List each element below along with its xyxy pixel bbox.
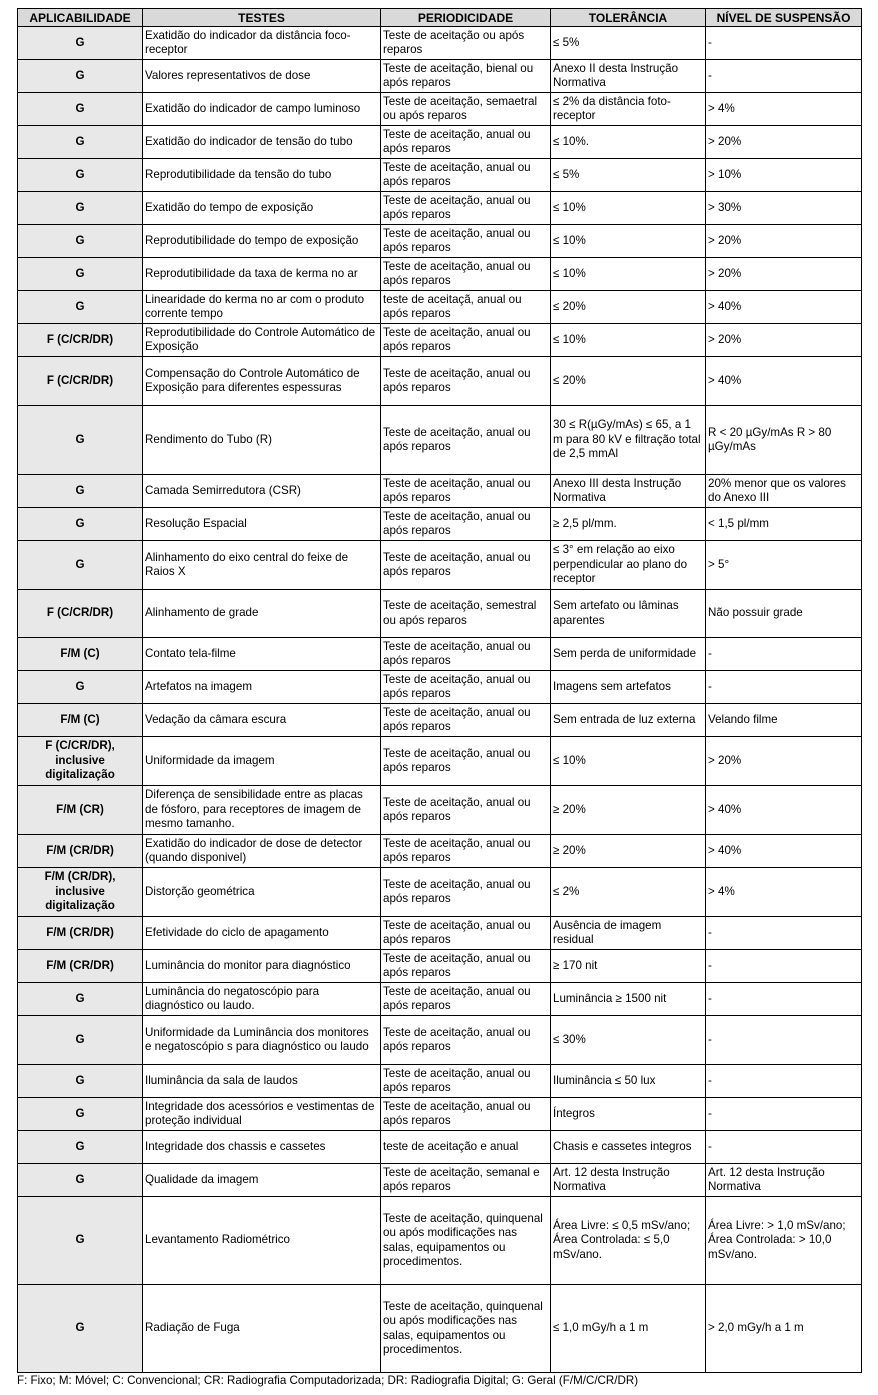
table-row bbox=[18, 1197, 862, 1285]
cell-periodicidade: Teste de aceitação, anual ou após reparos bbox=[381, 638, 551, 671]
cell-tolerancia: Anexo II desta Instrução Normativa bbox=[551, 60, 706, 93]
table-row bbox=[18, 638, 862, 671]
cell-aplicabilidade: G bbox=[18, 508, 143, 541]
cell-tolerancia: Sem entrada de luz externa bbox=[551, 704, 706, 737]
cell-aplicabilidade: G bbox=[18, 192, 143, 225]
cell-aplicabilidade: G bbox=[18, 60, 143, 93]
cell-tolerancia: Sem perda de uniformidade bbox=[551, 638, 706, 671]
cell-aplicabilidade: G bbox=[18, 1098, 143, 1131]
cell-nivel-suspensao: - bbox=[706, 1065, 862, 1098]
table-row bbox=[18, 917, 862, 950]
cell-teste: Camada Semirredutora (CSR) bbox=[143, 475, 381, 508]
cell-tolerancia: ≤ 1,0 mGy/h a 1 m bbox=[551, 1285, 706, 1373]
header-periodicidade: PERIODICIDADE bbox=[381, 9, 551, 27]
cell-aplicabilidade: G bbox=[18, 159, 143, 192]
cell-nivel-suspensao: > 5° bbox=[706, 541, 862, 590]
cell-nivel-suspensao: > 20% bbox=[706, 737, 862, 786]
cell-teste: Resolução Espacial bbox=[143, 508, 381, 541]
cell-teste: Levantamento Radiométrico bbox=[143, 1197, 381, 1285]
cell-aplicabilidade: F (C/CR/DR), inclusive digitalização bbox=[18, 737, 143, 786]
cell-teste: Radiação de Fuga bbox=[143, 1285, 381, 1373]
cell-tolerancia: Área Livre: ≤ 0,5 mSv/ano; Área Controlada: ≤ 5,0 mSv/ano. bbox=[551, 1197, 706, 1285]
table-row bbox=[18, 27, 862, 60]
table-row bbox=[18, 357, 862, 406]
cell-nivel-suspensao: > 10% bbox=[706, 159, 862, 192]
table-row bbox=[18, 590, 862, 638]
table-row bbox=[18, 192, 862, 225]
table-row bbox=[18, 950, 862, 983]
cell-tolerancia: Imagens sem artefatos bbox=[551, 671, 706, 704]
cell-teste: Qualidade da imagem bbox=[143, 1164, 381, 1197]
cell-nivel-suspensao: - bbox=[706, 917, 862, 950]
cell-periodicidade: Teste de aceitação, semanal e após reparos bbox=[381, 1164, 551, 1197]
cell-aplicabilidade: F (C/CR/DR) bbox=[18, 324, 143, 357]
cell-teste: Exatidão do indicador de dose de detector (quando disponivel) bbox=[143, 835, 381, 868]
cell-nivel-suspensao: > 40% bbox=[706, 357, 862, 406]
cell-teste: Reprodutibilidade da taxa de kerma no ar bbox=[143, 258, 381, 291]
table-row bbox=[18, 406, 862, 475]
cell-periodicidade: Teste de aceitação, anual ou após reparos bbox=[381, 159, 551, 192]
cell-aplicabilidade: G bbox=[18, 671, 143, 704]
header-aplicabilidade: APLICABILIDADE bbox=[18, 9, 143, 27]
cell-periodicidade: Teste de aceitação, anual ou após reparos bbox=[381, 1098, 551, 1131]
cell-tolerancia: ≤ 30% bbox=[551, 1016, 706, 1065]
cell-nivel-suspensao: 20% menor que os valores do Anexo III bbox=[706, 475, 862, 508]
cell-aplicabilidade: G bbox=[18, 1131, 143, 1164]
table-row bbox=[18, 93, 862, 126]
table-row bbox=[18, 159, 862, 192]
cell-teste: Efetividade do ciclo de apagamento bbox=[143, 917, 381, 950]
table-row bbox=[18, 291, 862, 324]
cell-teste: Exatidão do indicador da distância foco-receptor bbox=[143, 27, 381, 60]
cell-periodicidade: Teste de aceitação, bienal ou após reparos bbox=[381, 60, 551, 93]
cell-periodicidade: Teste de aceitação, anual ou após reparos bbox=[381, 835, 551, 868]
table-row bbox=[18, 786, 862, 835]
table-row bbox=[18, 1016, 862, 1065]
cell-teste: Rendimento do Tubo (R) bbox=[143, 406, 381, 475]
cell-tolerancia: Art. 12 desta Instrução Normativa bbox=[551, 1164, 706, 1197]
cell-teste: Valores representativos de dose bbox=[143, 60, 381, 93]
cell-periodicidade: Teste de aceitação, anual ou após reparos bbox=[381, 225, 551, 258]
cell-periodicidade: teste de aceitaçã, anual ou após reparos bbox=[381, 291, 551, 324]
table-row bbox=[18, 225, 862, 258]
table-row bbox=[18, 704, 862, 737]
cell-tolerancia: ≤ 10% bbox=[551, 192, 706, 225]
cell-tolerancia: ≤ 2% bbox=[551, 868, 706, 917]
cell-periodicidade: Teste de aceitação, anual ou após reparos bbox=[381, 983, 551, 1016]
cell-tolerancia: Íntegros bbox=[551, 1098, 706, 1131]
cell-tolerancia: ≤ 5% bbox=[551, 159, 706, 192]
cell-nivel-suspensao: > 40% bbox=[706, 291, 862, 324]
cell-nivel-suspensao: > 20% bbox=[706, 126, 862, 159]
cell-nivel-suspensao: > 40% bbox=[706, 786, 862, 835]
cell-nivel-suspensao: - bbox=[706, 27, 862, 60]
cell-periodicidade: Teste de aceitação, anual ou após reparos bbox=[381, 192, 551, 225]
cell-periodicidade: Teste de aceitação, anual ou após reparos bbox=[381, 357, 551, 406]
cell-periodicidade: Teste de aceitação, anual ou após reparos bbox=[381, 671, 551, 704]
table-header-row bbox=[18, 9, 862, 27]
cell-teste: Luminância do monitor para diagnóstico bbox=[143, 950, 381, 983]
cell-teste: Artefatos na imagem bbox=[143, 671, 381, 704]
cell-nivel-suspensao: > 20% bbox=[706, 258, 862, 291]
cell-nivel-suspensao: - bbox=[706, 60, 862, 93]
table-row bbox=[18, 737, 862, 786]
cell-aplicabilidade: F/M (CR) bbox=[18, 786, 143, 835]
cell-aplicabilidade: F/M (C) bbox=[18, 704, 143, 737]
cell-nivel-suspensao: - bbox=[706, 638, 862, 671]
cell-tolerancia: ≤ 2% da distância foto-receptor bbox=[551, 93, 706, 126]
cell-teste: Exatidão do indicador de campo luminoso bbox=[143, 93, 381, 126]
table-row bbox=[18, 258, 862, 291]
cell-tolerancia: ≤ 10% bbox=[551, 324, 706, 357]
table-row bbox=[18, 126, 862, 159]
cell-tolerancia: Sem artefato ou lâminas aparentes bbox=[551, 590, 706, 638]
cell-aplicabilidade: G bbox=[18, 983, 143, 1016]
cell-nivel-suspensao: - bbox=[706, 1131, 862, 1164]
cell-aplicabilidade: F/M (CR/DR) bbox=[18, 835, 143, 868]
cell-aplicabilidade: F/M (C) bbox=[18, 638, 143, 671]
cell-tolerancia: ≥ 20% bbox=[551, 786, 706, 835]
cell-aplicabilidade: G bbox=[18, 406, 143, 475]
cell-nivel-suspensao: < 1,5 pl/mm bbox=[706, 508, 862, 541]
cell-tolerancia: ≤ 10% bbox=[551, 225, 706, 258]
table-row bbox=[18, 508, 862, 541]
cell-nivel-suspensao: > 2,0 mGy/h a 1 m bbox=[706, 1285, 862, 1373]
table-row bbox=[18, 324, 862, 357]
cell-teste: Uniformidade da Luminância dos monitores e negatoscópio s para diagnóstico ou laudo bbox=[143, 1016, 381, 1065]
cell-teste: Reprodutibilidade do Controle Automático de Exposição bbox=[143, 324, 381, 357]
cell-periodicidade: Teste de aceitação ou após reparos bbox=[381, 27, 551, 60]
cell-periodicidade: Teste de aceitação, anual ou após reparos bbox=[381, 950, 551, 983]
cell-aplicabilidade: F (C/CR/DR) bbox=[18, 590, 143, 638]
cell-periodicidade: Teste de aceitação, anual ou após reparos bbox=[381, 737, 551, 786]
cell-teste: Vedação da câmara escura bbox=[143, 704, 381, 737]
cell-teste: Exatidão do tempo de exposição bbox=[143, 192, 381, 225]
cell-periodicidade: Teste de aceitação, anual ou após reparos bbox=[381, 324, 551, 357]
cell-nivel-suspensao: Área Livre: > 1,0 mSv/ano; Área Controlada: > 10,0 mSv/ano. bbox=[706, 1197, 862, 1285]
header-tolerancia: TOLERÂNCIA bbox=[551, 9, 706, 27]
cell-aplicabilidade: G bbox=[18, 258, 143, 291]
cell-periodicidade: teste de aceitação e anual bbox=[381, 1131, 551, 1164]
cell-teste: Alinhamento de grade bbox=[143, 590, 381, 638]
quality-control-table bbox=[17, 8, 862, 1373]
cell-periodicidade: Teste de aceitação, semaetral ou após reparos bbox=[381, 93, 551, 126]
cell-nivel-suspensao: > 20% bbox=[706, 225, 862, 258]
cell-teste: Distorção geométrica bbox=[143, 868, 381, 917]
cell-nivel-suspensao: Art. 12 desta Instrução Normativa bbox=[706, 1164, 862, 1197]
cell-tolerancia: Iluminância ≤ 50 lux bbox=[551, 1065, 706, 1098]
table-row bbox=[18, 1098, 862, 1131]
table-row bbox=[18, 868, 862, 917]
footnote: F: Fixo; M: Móvel; C: Convencional; CR: Radiografia Computadorizada; DR: Radiografia Digital; G: Geral (F/M/C/CR/DR) bbox=[17, 1374, 639, 1387]
header-nivel-suspensao: NÍVEL DE SUSPENSÃO bbox=[706, 9, 862, 27]
table-row bbox=[18, 835, 862, 868]
cell-tolerancia: ≥ 20% bbox=[551, 835, 706, 868]
cell-periodicidade: Teste de aceitação, anual ou após reparos bbox=[381, 475, 551, 508]
header-testes: TESTES bbox=[143, 9, 381, 27]
table-row bbox=[18, 541, 862, 590]
cell-teste: Integridade dos chassis e cassetes bbox=[143, 1131, 381, 1164]
cell-teste: Exatidão do indicador de tensão do tubo bbox=[143, 126, 381, 159]
cell-nivel-suspensao: - bbox=[706, 671, 862, 704]
cell-tolerancia: ≤ 10%. bbox=[551, 126, 706, 159]
cell-nivel-suspensao: > 4% bbox=[706, 868, 862, 917]
cell-aplicabilidade: F/M (CR/DR) bbox=[18, 950, 143, 983]
cell-aplicabilidade: G bbox=[18, 1285, 143, 1373]
cell-tolerancia: Anexo III desta Instrução Normativa bbox=[551, 475, 706, 508]
cell-tolerancia: ≤ 10% bbox=[551, 258, 706, 291]
cell-periodicidade: Teste de aceitação, anual ou após reparos bbox=[381, 258, 551, 291]
table-row bbox=[18, 475, 862, 508]
cell-periodicidade: Teste de aceitação, anual ou após reparos bbox=[381, 406, 551, 475]
cell-periodicidade: Teste de aceitação, quinquenal ou após modificações nas salas, equipamentos ou procedimentos. bbox=[381, 1197, 551, 1285]
cell-periodicidade: Teste de aceitação, anual ou após reparos bbox=[381, 126, 551, 159]
table-row bbox=[18, 1164, 862, 1197]
cell-teste: Luminância do negatoscópio para diagnóstico ou laudo. bbox=[143, 983, 381, 1016]
cell-teste: Iluminância da sala de laudos bbox=[143, 1065, 381, 1098]
cell-teste: Integridade dos acessórios e vestimentas de proteção individual bbox=[143, 1098, 381, 1131]
table-body bbox=[18, 27, 862, 1373]
cell-tolerancia: Luminância ≥ 1500 nit bbox=[551, 983, 706, 1016]
cell-nivel-suspensao: > 30% bbox=[706, 192, 862, 225]
cell-tolerancia: ≥ 170 nit bbox=[551, 950, 706, 983]
cell-aplicabilidade: G bbox=[18, 1016, 143, 1065]
cell-nivel-suspensao: - bbox=[706, 1098, 862, 1131]
cell-periodicidade: Teste de aceitação, semestral ou após reparos bbox=[381, 590, 551, 638]
cell-periodicidade: Teste de aceitação, anual ou após reparos bbox=[381, 1065, 551, 1098]
cell-aplicabilidade: G bbox=[18, 225, 143, 258]
cell-tolerancia: Ausência de imagem residual bbox=[551, 917, 706, 950]
table-row bbox=[18, 671, 862, 704]
cell-periodicidade: Teste de aceitação, anual ou após reparos bbox=[381, 786, 551, 835]
table-row bbox=[18, 1131, 862, 1164]
cell-teste: Linearidade do kerma no ar com o produto corrente tempo bbox=[143, 291, 381, 324]
cell-tolerancia: ≥ 2,5 pl/mm. bbox=[551, 508, 706, 541]
cell-nivel-suspensao: - bbox=[706, 983, 862, 1016]
cell-nivel-suspensao: > 20% bbox=[706, 324, 862, 357]
cell-tolerancia: Chasis e cassetes integros bbox=[551, 1131, 706, 1164]
cell-aplicabilidade: G bbox=[18, 126, 143, 159]
cell-periodicidade: Teste de aceitação, anual ou após reparos bbox=[381, 508, 551, 541]
cell-aplicabilidade: G bbox=[18, 541, 143, 590]
cell-tolerancia: ≤ 20% bbox=[551, 291, 706, 324]
cell-teste: Reprodutibilidade do tempo de exposição bbox=[143, 225, 381, 258]
cell-teste: Contato tela-filme bbox=[143, 638, 381, 671]
table-row bbox=[18, 60, 862, 93]
table-row bbox=[18, 1285, 862, 1373]
cell-aplicabilidade: F (C/CR/DR) bbox=[18, 357, 143, 406]
cell-tolerancia: ≤ 20% bbox=[551, 357, 706, 406]
cell-teste: Compensação do Controle Automático de Exposição para diferentes espessuras bbox=[143, 357, 381, 406]
cell-periodicidade: Teste de aceitação, anual ou após reparos bbox=[381, 868, 551, 917]
cell-nivel-suspensao: Não possuir grade bbox=[706, 590, 862, 638]
table-row bbox=[18, 983, 862, 1016]
cell-teste: Reprodutibilidade da tensão do tubo bbox=[143, 159, 381, 192]
cell-periodicidade: Teste de aceitação, anual ou após reparos bbox=[381, 704, 551, 737]
cell-aplicabilidade: G bbox=[18, 27, 143, 60]
cell-aplicabilidade: F/M (CR/DR) bbox=[18, 917, 143, 950]
cell-aplicabilidade: G bbox=[18, 1164, 143, 1197]
cell-tolerancia: 30 ≤ R(µGy/mAs) ≤ 65, a 1 m para 80 kV e filtração total de 2,5 mmAl bbox=[551, 406, 706, 475]
cell-aplicabilidade: G bbox=[18, 291, 143, 324]
cell-teste: Diferença de sensibilidade entre as placas de fósforo, para receptores de imagem de mesmo tamanho. bbox=[143, 786, 381, 835]
table-row bbox=[18, 1065, 862, 1098]
cell-teste: Alinhamento do eixo central do feixe de Raios X bbox=[143, 541, 381, 590]
cell-nivel-suspensao: - bbox=[706, 950, 862, 983]
cell-nivel-suspensao: Velando filme bbox=[706, 704, 862, 737]
cell-aplicabilidade: G bbox=[18, 475, 143, 508]
cell-periodicidade: Teste de aceitação, anual ou após reparos bbox=[381, 1016, 551, 1065]
cell-periodicidade: Teste de aceitação, quinquenal ou após modificações nas salas, equipamentos ou procedimentos. bbox=[381, 1285, 551, 1373]
cell-teste: Uniformidade da imagem bbox=[143, 737, 381, 786]
cell-periodicidade: Teste de aceitação, anual ou após reparos bbox=[381, 917, 551, 950]
cell-nivel-suspensao: > 4% bbox=[706, 93, 862, 126]
cell-nivel-suspensao: R < 20 µGy/mAs R > 80 µGy/mAs bbox=[706, 406, 862, 475]
cell-nivel-suspensao: - bbox=[706, 1016, 862, 1065]
cell-aplicabilidade: F/M (CR/DR), inclusive digitalização bbox=[18, 868, 143, 917]
cell-nivel-suspensao: > 40% bbox=[706, 835, 862, 868]
cell-tolerancia: ≤ 3° em relação ao eixo perpendicular ao plano do receptor bbox=[551, 541, 706, 590]
cell-tolerancia: ≤ 10% bbox=[551, 737, 706, 786]
cell-aplicabilidade: G bbox=[18, 1065, 143, 1098]
cell-periodicidade: Teste de aceitação, anual ou após reparos bbox=[381, 541, 551, 590]
cell-aplicabilidade: G bbox=[18, 93, 143, 126]
cell-aplicabilidade: G bbox=[18, 1197, 143, 1285]
cell-tolerancia: ≤ 5% bbox=[551, 27, 706, 60]
